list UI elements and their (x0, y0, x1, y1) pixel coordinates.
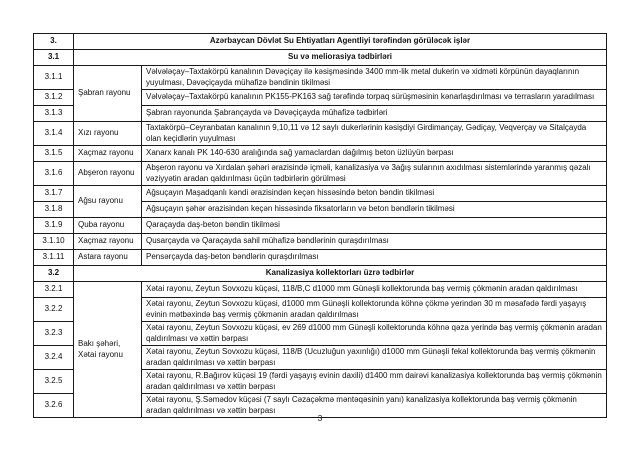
works-table (33, 33, 607, 418)
description-cell: Qaraçayda daş-beton bəndin tikilməsi (142, 218, 607, 234)
region-cell: Xaçmaz rayonu (74, 234, 142, 250)
description-cell: Vəlvələçay–Taxtakörpü kanalının PK155-PK163 sağ tərəfində torpaq sürüşməsinin kənarlaşdırılması və terrasların yaradılması (142, 90, 607, 106)
table-row-section-3 (34, 34, 607, 50)
description-cell: Xətai rayonu, R.Bağırov küçəsi 19 (fərdi yaşayış evinin daxili) d1400 mm dairəvi kanalizasiya kollektorunda baş vermiş çökmənin aradan qaldırılması və xəttin bərpası (142, 370, 607, 394)
region-cell: Xızı rayonu (74, 122, 142, 146)
table-row-3-1-7 (34, 186, 607, 202)
table-row-3-1-11 (34, 250, 607, 266)
section-title: Kanalizasiya kollektorları üzrə tədbirlər (74, 266, 607, 282)
row-number: 3.2.6 (34, 394, 74, 418)
row-number: 3.1.4 (34, 122, 74, 146)
region-cell: Ağsu rayonu (74, 186, 142, 218)
table-row-section-3-2 (34, 266, 607, 282)
table-row-3-2-1 (34, 282, 607, 298)
row-number: 3.2.2 (34, 298, 74, 322)
description-cell: Xətai rayonu, Zeytun Sovxozu küçəsi, d1000 mm Günəşli kollektorunda köhnə çökmə yerindən 30 m məsafədə fərdi yaşayış evinin mətbəxində baş vermiş çökmənin aradan qaldırılması (142, 298, 607, 322)
description-cell: Vəlvələçay–Taxtakörpü kanalının Dəvəçiçay ilə kəsişməsində 3400 mm-lik metal dukerin və xidməti körpünün dayaqlarının yuyulması, Dəvəçiçayda mühafizə bəndinin tikilməsi (142, 66, 607, 90)
table-row-section-3-1 (34, 50, 607, 66)
row-number: 3.1.7 (34, 186, 74, 202)
region-cell: Şabran rayonu (74, 66, 142, 122)
table-row-3-1-10 (34, 234, 607, 250)
description-cell: Xətai rayonu, Zeytun Sovxozu küçəsi, 118/B (Ucuzluğun yaxınlığı) d1000 mm Günəşli fekal kollektorunda baş vermiş çökmənin aradan qaldırılması və xəttin bərpası (142, 346, 607, 370)
table-row-3-1-1 (34, 66, 607, 90)
row-number: 3.1.9 (34, 218, 74, 234)
description-cell: Şabran rayonunda Şabrançayda və Dəvəçiçayda mühafizə tədbirləri (142, 106, 607, 122)
description-cell: Xətai rayonu, Zeytun Sovxozu küçəsi, 118/B,C d1000 mm Günəşli kollektorunda baş vermiş çökmənin aradan qaldırılması (142, 282, 607, 298)
row-number: 3.1.1 (34, 66, 74, 90)
region-cell: Quba rayonu (74, 218, 142, 234)
description-cell: Ağsuçayın Maşadqanlı kəndi ərazisindən keçən hissəsində beton bəndin tikilməsi (142, 186, 607, 202)
row-number: 3.2.4 (34, 346, 74, 370)
row-number: 3.1.6 (34, 162, 74, 186)
page-number: 3 (317, 413, 323, 423)
description-cell: Abşeron rayonu və Xırdalan şəhəri ərazisində içməli, kanalizasiya və 3ağış sularının axıdılması sistemlərində yaranmış qəzalı vəziyyətin aradan qaldırılması üçün tədbirlərin görülməsi (142, 162, 607, 186)
table-row-3-1-4 (34, 122, 607, 146)
row-number: 3.1.5 (34, 146, 74, 162)
row-number: 3.1.2 (34, 90, 74, 106)
row-number: 3.2.3 (34, 322, 74, 346)
description-cell: Xanarx kanalı PK 140-630 aralığında sağ yamaclardan dağılmış beton üzlüyün bərpası (142, 146, 607, 162)
description-cell: Xətai rayonu, Zeytun Sovxozu küçəsi, ev 269 d1000 mm Günəşli kollektorunda köhnə qəza yerində baş vermiş çökmənin aradan qaldırılması və xəttin bərpası (142, 322, 607, 346)
region-cell: Astara rayonu (74, 250, 142, 266)
row-number: 3. (34, 34, 74, 50)
table-row-3-1-9 (34, 218, 607, 234)
region-cell: Bakı şəhəri, Xətai rayonu (74, 282, 142, 418)
table-row-3-1-5 (34, 146, 607, 162)
description-cell: Ağsuçayın şəhər ərazisindən keçən hissəsində fiksatorların və beton bəndlərin tikilməsi (142, 202, 607, 218)
description-cell: Taxtakörpü–Ceyranbatan kanalının 9,10,11 və 12 saylı dukerlərinin kəsişdiyi Girdimançay, Gədiçay, Veqverçay və Sitalçayda olan keçidlərin yuyulması (142, 122, 607, 146)
row-number: 3.1.3 (34, 106, 74, 122)
description-cell: Pensərçayda daş-beton bəndlərin quraşdırılması (142, 250, 607, 266)
region-cell: Xaçmaz rayonu (74, 146, 142, 162)
region-cell: Abşeron rayonu (74, 162, 142, 186)
row-number: 3.1.8 (34, 202, 74, 218)
row-number: 3.2.1 (34, 282, 74, 298)
table-row-3-1-6 (34, 162, 607, 186)
row-number: 3.1 (34, 50, 74, 66)
row-number: 3.1.11 (34, 250, 74, 266)
row-number: 3.1.10 (34, 234, 74, 250)
description-cell: Xətai rayonu, Ş.Səmədov küçəsi (7 saylı Cəzaçəkmə məntəqəsinin yanı) kanalizasiya kollektorunda baş vermiş çökmənin aradan qaldırılması və xəttin bərpası (142, 394, 607, 418)
section-title: Azərbaycan Dövlət Su Ehtiyatları Agentliyi tərəfindən görüləcək işlər (74, 34, 607, 50)
row-number: 3.2 (34, 266, 74, 282)
description-cell: Qusarçayda və Qaraçayda sahil mühafizə bəndlərinin quraşdırılması (142, 234, 607, 250)
row-number: 3.2.5 (34, 370, 74, 394)
section-title: Su və meliorasiya tədbirləri (74, 50, 607, 66)
